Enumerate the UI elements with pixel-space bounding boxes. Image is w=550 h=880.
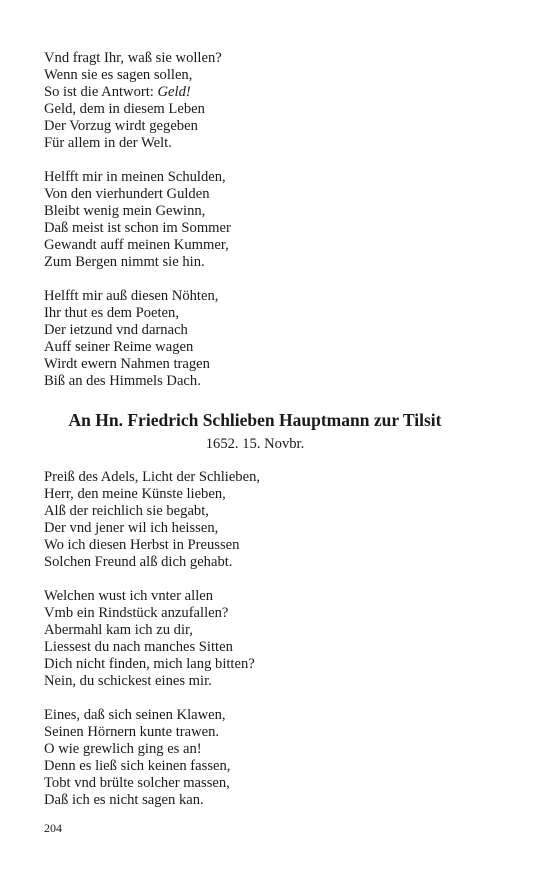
poem-title: An Hn. Friedrich Schlieben Hauptmann zur Tilsit: [68, 410, 442, 430]
stanza: [44, 169, 514, 271]
verse-line: Wo ich diesen Herbst in Preussen: [44, 537, 240, 553]
verse-line: Wirdt ewern Nahmen tragen: [44, 356, 210, 372]
verse-line: [44, 84, 514, 101]
verse-line: Bleibt wenig mein Gewinn,: [44, 203, 206, 219]
page-number: 204: [44, 821, 62, 835]
verse-line: Liessest du nach manches Sitten: [44, 639, 233, 655]
verse-line: Der ietzund vnd darnach: [44, 322, 188, 338]
verse-line: Ihr thut es dem Poeten,: [44, 305, 179, 321]
verse-line: Eines, daß sich seinen Klawen,: [44, 707, 226, 723]
verse-line: Dich nicht finden, mich lang bitten?: [44, 656, 255, 672]
verse-line: Der vnd jener wil ich heissen,: [44, 520, 219, 536]
verse-line: Alß der reichlich sie begabt,: [44, 503, 209, 519]
verse-line: Von den vierhundert Gulden: [44, 186, 210, 202]
verse-line: Solchen Freund alß dich gehabt.: [44, 554, 233, 570]
stanza: [44, 288, 514, 390]
poem-body: [44, 469, 514, 826]
verse-line: Abermahl kam ich zu dir,: [44, 622, 193, 638]
verse-line: Nein, du schickest eines mir.: [44, 673, 212, 689]
verse-line: Vnd fragt Ihr, waß sie wollen?: [44, 50, 222, 66]
stanza: [44, 707, 514, 809]
verse-line: Tobt vnd brülte solcher massen,: [44, 775, 230, 791]
verse-line: Auff seiner Reime wagen: [44, 339, 194, 355]
verse-emphasis: Geld!: [157, 84, 191, 100]
stanza: [44, 469, 514, 571]
verse-line: Welchen wust ich vnter allen: [44, 588, 214, 604]
verse-line: Der Vorzug wirdt gegeben: [44, 118, 198, 134]
verse-line: Daß meist ist schon im Sommer: [44, 220, 231, 236]
verse-line: Herr, den meine Künste lieben,: [44, 486, 226, 502]
stanza: [44, 50, 514, 152]
verse-line: Geld, dem in diesem Leben: [44, 101, 205, 117]
verse-line: Vmb ein Rindstück anzufallen?: [44, 605, 229, 621]
verse-line: O wie grewlich ging es an!: [44, 741, 202, 757]
verse-line: Daß ich es nicht sagen kan.: [44, 792, 204, 808]
verse-line: Helfft mir auß diesen Nöhten,: [44, 288, 219, 304]
poem-date: 1652. 15. Novbr.: [205, 436, 305, 452]
verse-line: Biß an des Himmels Dach.: [44, 373, 201, 389]
verse-line: Gewandt auff meinen Kummer,: [44, 237, 229, 253]
verse-line: Zum Bergen nimmt sie hin.: [44, 254, 205, 270]
verse-line: Helfft mir in meinen Schulden,: [44, 169, 226, 185]
verse-line: Denn es ließ sich keinen fassen,: [44, 758, 231, 774]
verse-line: Seinen Hörnern kunte trawen.: [44, 724, 220, 740]
verse-line: Preiß des Adels, Licht der Schlieben,: [44, 469, 261, 485]
stanza: [44, 588, 514, 690]
verse-line: Für allem in der Welt.: [44, 135, 172, 151]
verse-line: Wenn sie es sagen sollen,: [44, 67, 193, 83]
verse-text: So ist die Antwort:: [44, 84, 158, 100]
poem-continuation: [44, 50, 514, 407]
